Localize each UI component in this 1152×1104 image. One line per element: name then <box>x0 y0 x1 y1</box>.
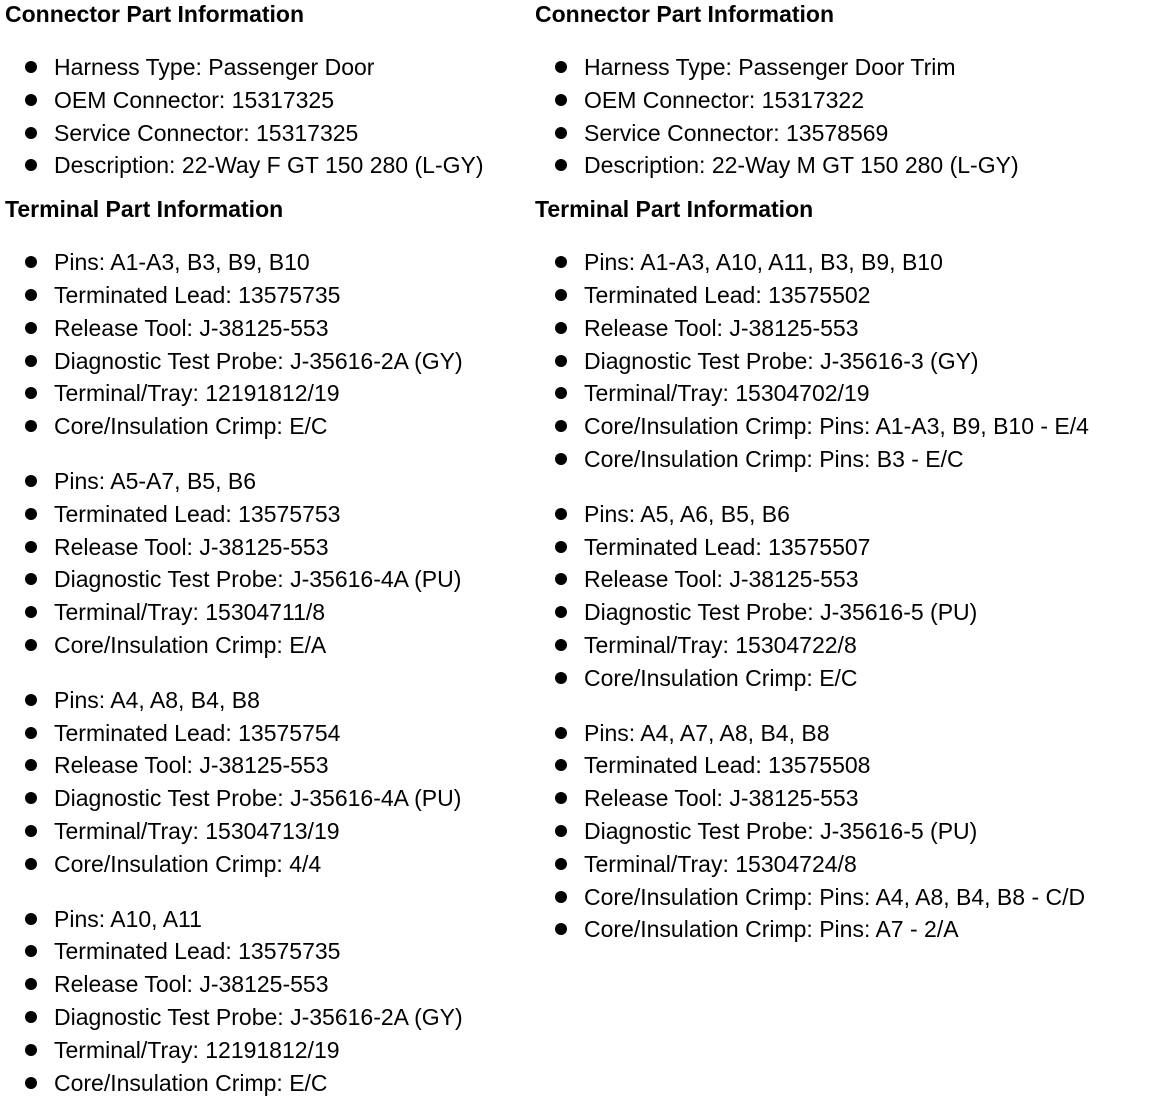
list-item: Terminal/Tray: 15304702/19 <box>535 377 1150 410</box>
terminal-group <box>535 246 1150 476</box>
list-item: Pins: A4, A7, A8, B4, B8 <box>535 717 1150 750</box>
bullet-icon <box>555 256 567 268</box>
bullet-icon <box>555 858 567 870</box>
bullet-icon <box>555 891 567 903</box>
list-item: Pins: A1-A3, B3, B9, B10 <box>5 246 535 279</box>
list-item: Release Tool: J-38125-553 <box>5 968 535 1001</box>
bullet-icon <box>555 727 567 739</box>
terminal-heading: Terminal Part Information <box>535 196 814 223</box>
list-item: Pins: A4, A8, B4, B8 <box>5 684 535 717</box>
list-item: Description: 22-Way M GT 150 280 (L-GY) <box>535 149 1150 182</box>
bullet-icon <box>555 825 567 837</box>
terminal-group <box>5 246 535 443</box>
list-item: Terminated Lead: 13575735 <box>5 935 535 968</box>
bullet-icon <box>555 541 567 553</box>
bullet-icon <box>555 127 567 139</box>
bullet-icon <box>555 639 567 651</box>
bullet-icon <box>25 420 37 432</box>
bullet-icon <box>555 923 567 935</box>
bullet-icon <box>25 322 37 334</box>
bullet-icon <box>25 1011 37 1023</box>
bullet-icon <box>25 978 37 990</box>
list-item: Terminated Lead: 13575502 <box>535 279 1150 312</box>
list-item: Core/Insulation Crimp: Pins: B3 - E/C <box>535 443 1150 476</box>
bullet-icon <box>25 387 37 399</box>
bullet-icon <box>25 727 37 739</box>
list-item: Harness Type: Passenger Door Trim <box>535 51 1150 84</box>
bullet-icon <box>25 945 37 957</box>
bullet-icon <box>555 322 567 334</box>
bullet-icon <box>555 508 567 520</box>
bullet-icon <box>25 475 37 487</box>
bullet-icon <box>25 61 37 73</box>
bullet-icon <box>25 127 37 139</box>
list-item: Diagnostic Test Probe: J-35616-4A (PU) <box>5 563 535 596</box>
bullet-icon <box>555 159 567 171</box>
list-item: Diagnostic Test Probe: J-35616-2A (GY) <box>5 345 535 378</box>
list-item: Core/Insulation Crimp: E/C <box>5 1067 535 1100</box>
list-item: Pins: A1-A3, A10, A11, B3, B9, B10 <box>535 246 1150 279</box>
bullet-icon <box>25 289 37 301</box>
list-item: Pins: A5, A6, B5, B6 <box>535 498 1150 531</box>
connector-list <box>5 51 535 182</box>
bullet-icon <box>25 256 37 268</box>
list-item: Diagnostic Test Probe: J-35616-5 (PU) <box>535 815 1150 848</box>
bullet-icon <box>25 1044 37 1056</box>
list-item: Terminal/Tray: 15304711/8 <box>5 596 535 629</box>
bullet-icon <box>25 858 37 870</box>
bullet-icon <box>555 573 567 585</box>
list-item: Core/Insulation Crimp: Pins: A1-A3, B9, B10 - E/4 <box>535 410 1150 443</box>
bullet-icon <box>555 94 567 106</box>
list-item: Release Tool: J-38125-553 <box>535 563 1150 596</box>
list-item: Release Tool: J-38125-553 <box>5 749 535 782</box>
bullet-icon <box>25 792 37 804</box>
list-item: Release Tool: J-38125-553 <box>5 312 535 345</box>
bullet-icon <box>555 792 567 804</box>
bullet-icon <box>25 94 37 106</box>
list-item: Terminated Lead: 13575508 <box>535 749 1150 782</box>
list-item: OEM Connector: 15317322 <box>535 84 1150 117</box>
bullet-icon <box>555 759 567 771</box>
list-item: Terminal/Tray: 15304724/8 <box>535 848 1150 881</box>
list-item: Terminal/Tray: 12191812/19 <box>5 377 535 410</box>
left-column <box>5 0 535 1099</box>
list-item: Terminal/Tray: 15304722/8 <box>535 629 1150 662</box>
list-item: Terminal/Tray: 15304713/19 <box>5 815 535 848</box>
connector-heading: Connector Part Information <box>535 1 835 27</box>
bullet-icon <box>25 1077 37 1089</box>
list-item: Pins: A5-A7, B5, B6 <box>5 465 535 498</box>
connector-heading: Connector Part Information <box>5 1 305 27</box>
terminal-group <box>535 717 1150 947</box>
bullet-icon <box>555 672 567 684</box>
list-item: Diagnostic Test Probe: J-35616-4A (PU) <box>5 782 535 815</box>
bullet-icon <box>25 825 37 837</box>
list-item: Terminated Lead: 13575754 <box>5 717 535 750</box>
list-item: Core/Insulation Crimp: 4/4 <box>5 848 535 881</box>
bullet-icon <box>25 355 37 367</box>
list-item: Core/Insulation Crimp: E/C <box>5 410 535 443</box>
list-item: Diagnostic Test Probe: J-35616-2A (GY) <box>5 1001 535 1034</box>
bullet-icon <box>25 694 37 706</box>
list-item: OEM Connector: 15317325 <box>5 84 535 117</box>
list-item: Terminated Lead: 13575735 <box>5 279 535 312</box>
list-item: Pins: A10, A11 <box>5 903 535 936</box>
list-item: Core/Insulation Crimp: Pins: A7 - 2/A <box>535 913 1150 946</box>
bullet-icon <box>555 420 567 432</box>
bullet-icon <box>25 639 37 651</box>
connector-list <box>535 51 1150 182</box>
bullet-icon <box>555 289 567 301</box>
list-item: Diagnostic Test Probe: J-35616-3 (GY) <box>535 345 1150 378</box>
list-item: Terminal/Tray: 12191812/19 <box>5 1034 535 1067</box>
list-item: Diagnostic Test Probe: J-35616-5 (PU) <box>535 596 1150 629</box>
list-item: Core/Insulation Crimp: E/A <box>5 629 535 662</box>
terminal-group <box>5 903 535 1100</box>
bullet-icon <box>25 508 37 520</box>
bullet-icon <box>25 913 37 925</box>
list-item: Harness Type: Passenger Door <box>5 51 535 84</box>
list-item: Release Tool: J-38125-553 <box>535 312 1150 345</box>
terminal-group <box>5 465 535 662</box>
list-item: Description: 22-Way F GT 150 280 (L-GY) <box>5 149 535 182</box>
list-item: Terminated Lead: 13575507 <box>535 531 1150 564</box>
bullet-icon <box>555 453 567 465</box>
bullet-icon <box>555 61 567 73</box>
terminal-group <box>535 498 1150 695</box>
list-item: Service Connector: 13578569 <box>535 117 1150 150</box>
list-item: Core/Insulation Crimp: E/C <box>535 662 1150 695</box>
bullet-icon <box>25 759 37 771</box>
bullet-icon <box>555 355 567 367</box>
bullet-icon <box>555 387 567 399</box>
bullet-icon <box>555 606 567 618</box>
list-item: Release Tool: J-38125-553 <box>5 531 535 564</box>
bullet-icon <box>25 541 37 553</box>
bullet-icon <box>25 159 37 171</box>
terminal-heading: Terminal Part Information <box>5 196 284 223</box>
list-item: Service Connector: 15317325 <box>5 117 535 150</box>
right-column <box>535 0 1150 946</box>
terminal-group <box>5 684 535 881</box>
list-item: Core/Insulation Crimp: Pins: A4, A8, B4, B8 - C/D <box>535 881 1150 914</box>
bullet-icon <box>25 573 37 585</box>
bullet-icon <box>25 606 37 618</box>
list-item: Release Tool: J-38125-553 <box>535 782 1150 815</box>
list-item: Terminated Lead: 13575753 <box>5 498 535 531</box>
